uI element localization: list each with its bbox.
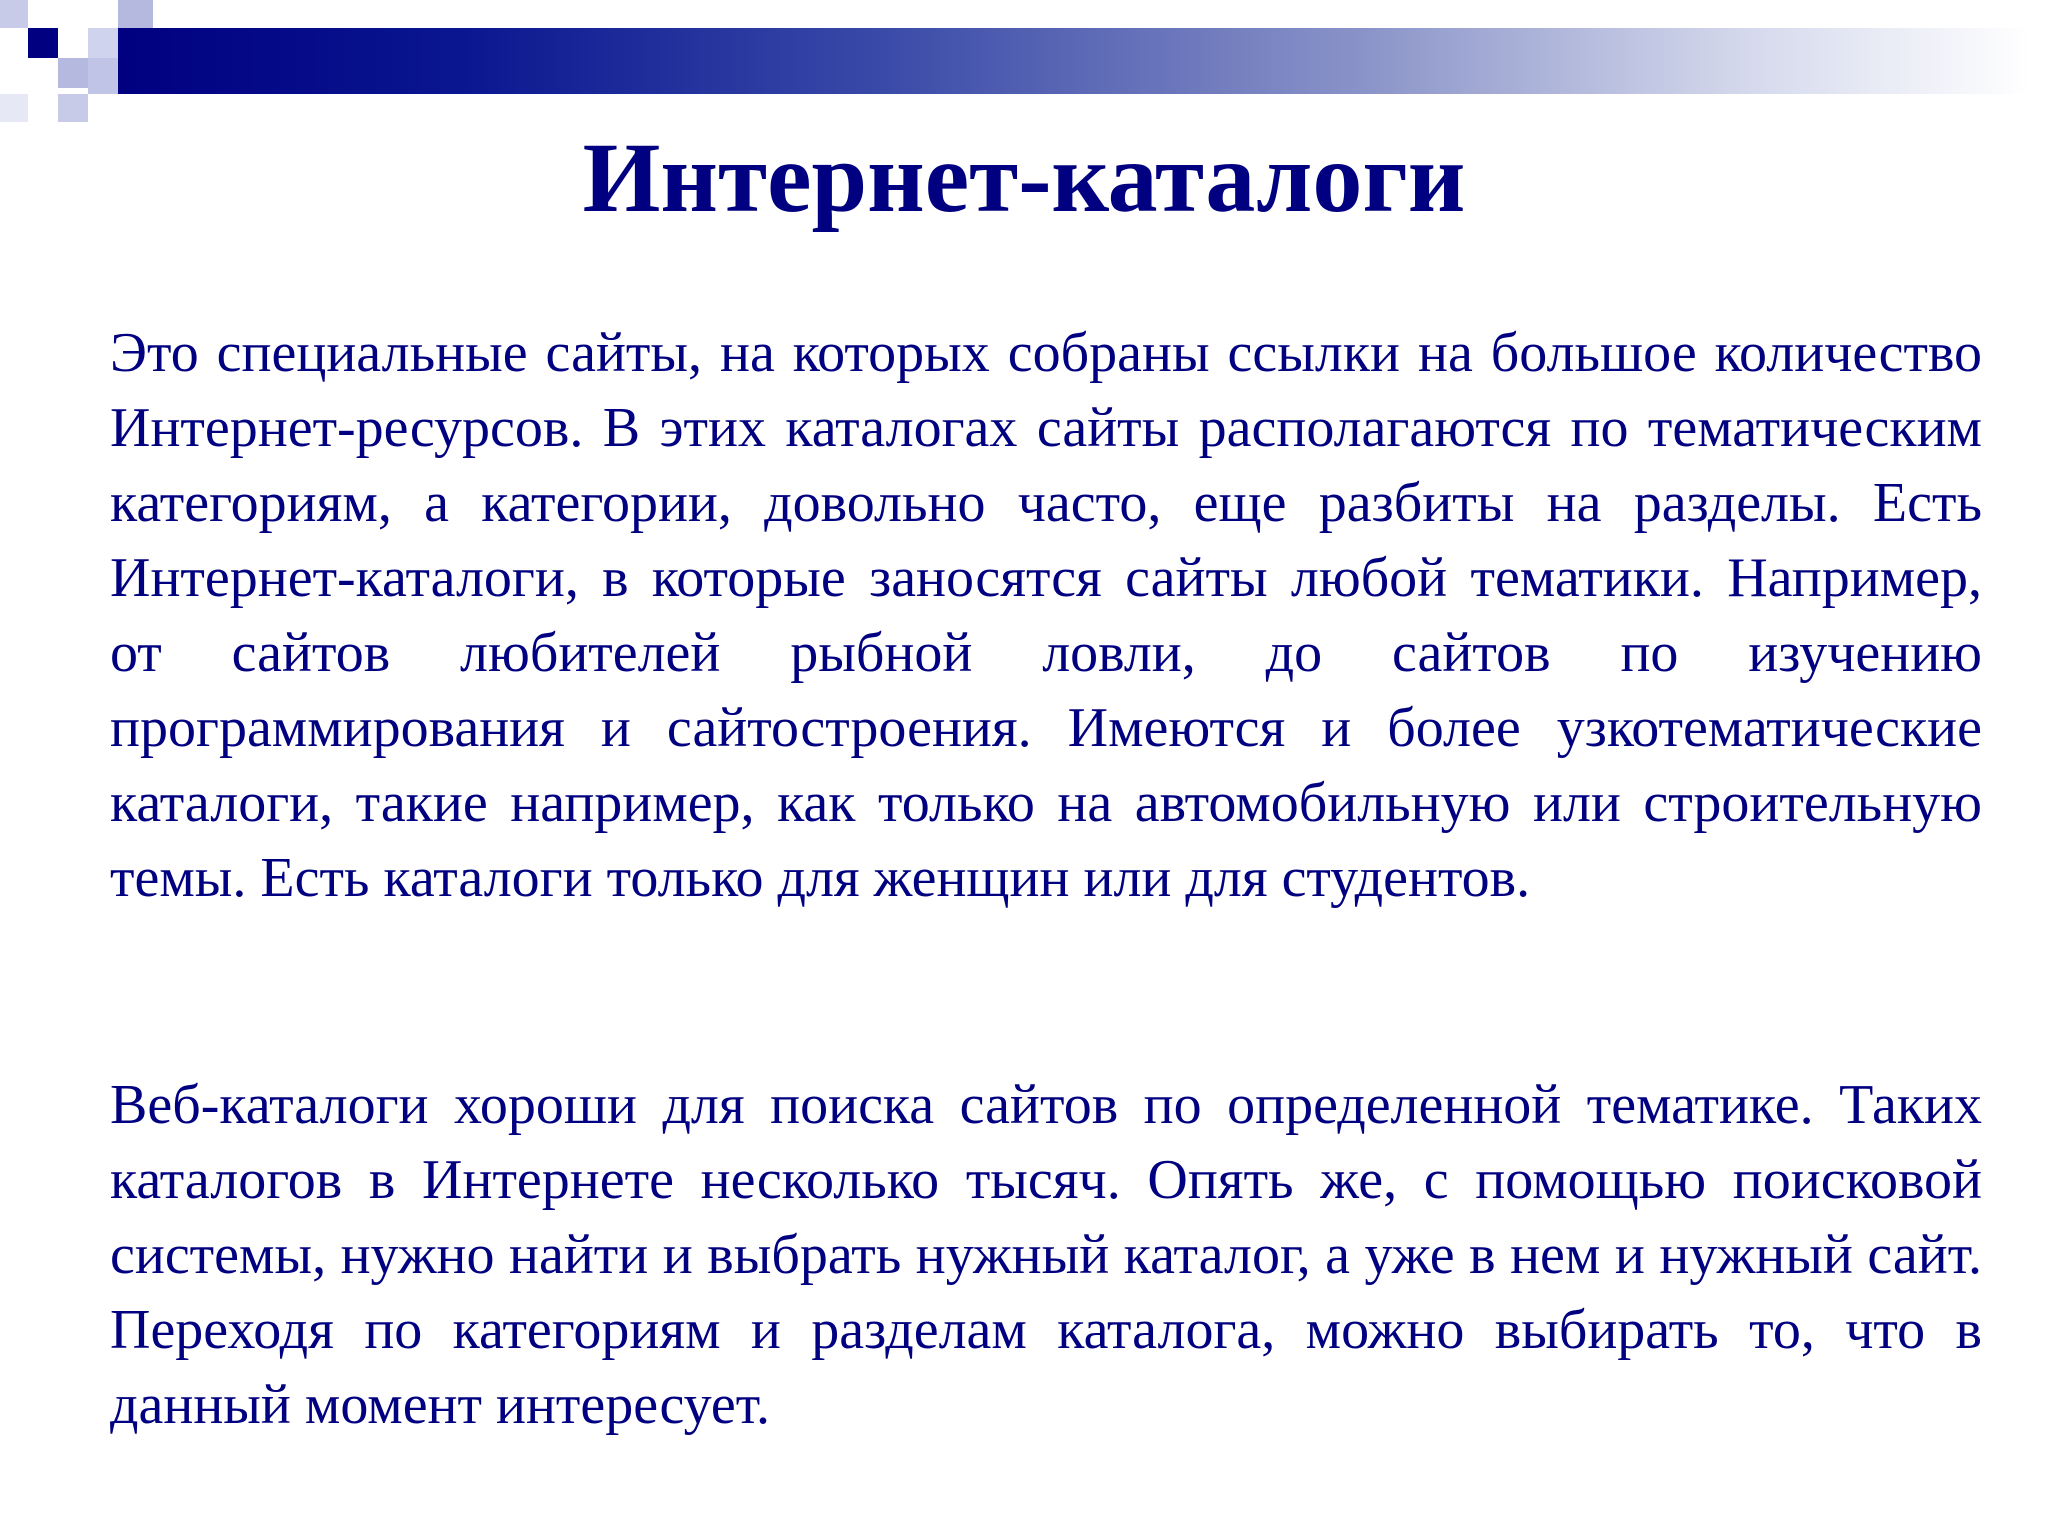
decorative-square [118, 0, 153, 28]
decorative-square [88, 28, 118, 58]
decorative-square [58, 58, 88, 88]
slide-title: Интернет-каталоги [582, 122, 1466, 233]
decorative-square [0, 0, 28, 28]
decorative-square [58, 28, 88, 58]
decorative-square [88, 58, 118, 94]
header-gradient-band [118, 28, 2030, 94]
decorative-square [28, 28, 58, 58]
body-paragraph-1: Это специальные сайты, на которых собраны ссылки на большое количество Интернет-ресурсов. В этих каталогах сайты располагаются по тематическим категориям, а категории, довольно часто, еще разбиты на разделы. Есть Интернет-каталоги, в которые заносятся сайты любой тематики. Например, от сайтов любителей рыбной ловли, до сайтов по изучению программирования и сайтостроения. Имеются и более узкотематические каталоги, такие например, как только на автомобильную или строительную темы. Есть каталоги только для женщин или для студентов. [110, 322, 1982, 909]
body-paragraph-2: Веб-каталоги хороши для поиска сайтов по определенной тематике. Таких каталогов в Интернете несколько тысяч. Опять же, с помощью поисковой системы, нужно найти и выбрать нужный каталог, а уже в нем и нужный сайт. Переходя по категориям и разделам каталога, можно выбирать то, что в данный момент интересует. [110, 1074, 1982, 1436]
